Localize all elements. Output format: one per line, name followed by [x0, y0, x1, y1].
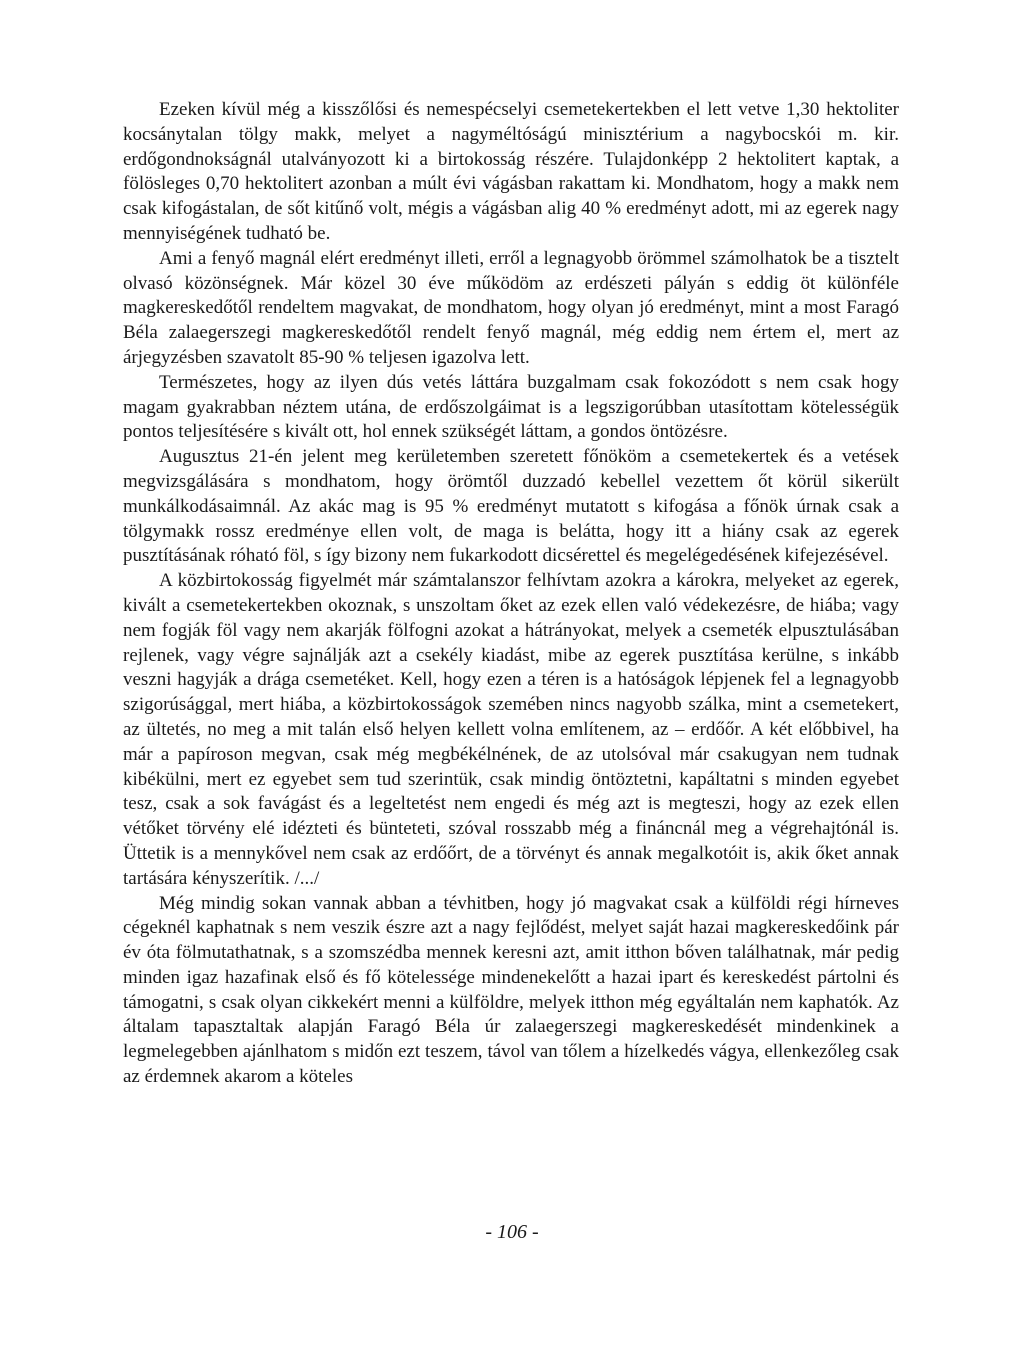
paragraph-5: A közbirtokosság figyelmét már számtalanszor felhívtam azokra a károkra, melyeket az egerek, kivált a csemetekertekben okoznak, s unszoltam őket az ezek ellen való védekezésre, de hiába; vagy nem fogják föl vagy nem akarják fölfogni azokat a hátrányokat, melyek a csemeték elpusztulásában rejlenek, vagy végre sajnálják azt a csekély kiadást, mibe az egerek pusztítása kerülne, s inkább veszni hagyják a drága csemetéket. Kell, hogy ezen a téren is a hatóságok lépjenek fel a legnagyobb szigorúsággal, mert hiába, a közbirtokosságok szemében nincs nagyobb szálka, mint a csemetekert, az ültetés, no meg a mit talán első helyen kellett volna említenem, az – erdőőr. A két előbbivel, ha már a papíroson megvan, csak még megbékélnének, de az utolsóval már csakugyan nem tudnak kibékülni, mert ez egyebet sem tud szerintük, csak mindig öntöztetni, kapáltatni s minden egyebet tesz, csak a sok favágást és a legeltetést nem engedi és még azt is megteszi, hogy az ezek ellen vétőket törvény elé idézteti és bünteteti, szóval rosszabb még a fináncnál meg a végrehajtónál is. Üttetik is a mennykővel nem csak az erdőőrt, de a törvényt és annak megalkotóit is, akik őket annak tartására kényszerítik. /.../	[123, 570, 899, 889]
paragraph-6: Még mindig sokan vannak abban a tévhitben, hogy jó magvakat csak a külföldi régi hírneves cégeknél kaphatnak s nem veszik észre azt a nagy fejlődést, melyet saját hazai magkereskedőink pár év óta fölmutathatnak, s a szomszédba mennek keresni azt, amit itthon bőven találhatnak, már pedig minden igaz hazafinak első és fő kötelessége mindenekelőtt a hazai ipart és kereskedést pártolni és támogatni, s csak olyan cikkekért menni a külföldre, melyek itthon még egyáltalán nem kaphatók. Az általam tapasztaltak alapján Faragó Béla úr zalaegerszegi magkereskedését mindenkinek a legmelegebben ajánlhatom s midőn ezt teszem, távol van tőlem a hízelkedés vágya, ellenkezőleg csak az érdemnek akarom a köteles	[123, 892, 899, 1088]
paragraph-1: Ezeken kívül még a kisszőlősi és nemespécselyi csemetekertekben el lett vetve 1,30 hektoliter kocsánytalan tölgy makk, melyet a nagyméltóságú minisztérium a nagybocskói m. kir. erdőgondnokságnál utalványozott ki a birtokosság részére. Tulajdonképp 2 hektolitert kaptak, a fölösleges 0,70 hektolitert azonban a múlt évi vágásban rakattam ki. Mondhatom, hogy a makk nem csak kifogástalan, de sőt kitűnő volt, mégis a vágásban alig 40 % eredményt adott, mi az egerek nagy mennyiségének tudható be.	[123, 99, 899, 244]
paragraph-3: Természetes, hogy az ilyen dús vetés láttára buzgalmam csak fokozódott s nem csak hogy magam gyakrabban néztem utána, de erdőszolgáimat is a legszigorúbban utasítottam kötelességük pontos teljesítésére s kivált ott, hol ennek szükségét láttam, a gondos öntözésre.	[123, 371, 899, 443]
page-body	[123, 98, 899, 1090]
page-number: - 106 -	[485, 1221, 539, 1243]
paragraph-2: Ami a fenyő magnál elért eredményt illeti, erről a legnagyobb örömmel számolhatok be a tisztelt olvasó közönségnek. Már közel 30 éve működöm az erdészeti pályán s eddig öt különféle magkereskedőtől rendeltem magvakat, de mondhatom, hogy olyan jó eredményt, mint a most Faragó Béla zalaegerszegi magkereskedőtől rendelt fenyő magnál, még eddig nem értem el, mert az árjegyzésben szavatolt 85-90 % teljesen igazolva lett.	[123, 247, 899, 368]
paragraph-4: Augusztus 21-én jelent meg kerületemben szeretett főnököm a csemetekertek és a vetések megvizsgálására s mondhatom, hogy örömtől duzzadó kebellel vezettem őt körül sikerült munkálkodásaimnál. Az akác mag is 95 % eredményt mutatott s kifogása a főnök úrnak csak a tölgymakk rossz eredménye ellen volt, de maga is belátta, hogy itt a hiány csak az egerek pusztításának róható föl, s így bizony nem fukarkodott dicsérettel és megelégedésének kifejezésével.	[123, 446, 899, 567]
